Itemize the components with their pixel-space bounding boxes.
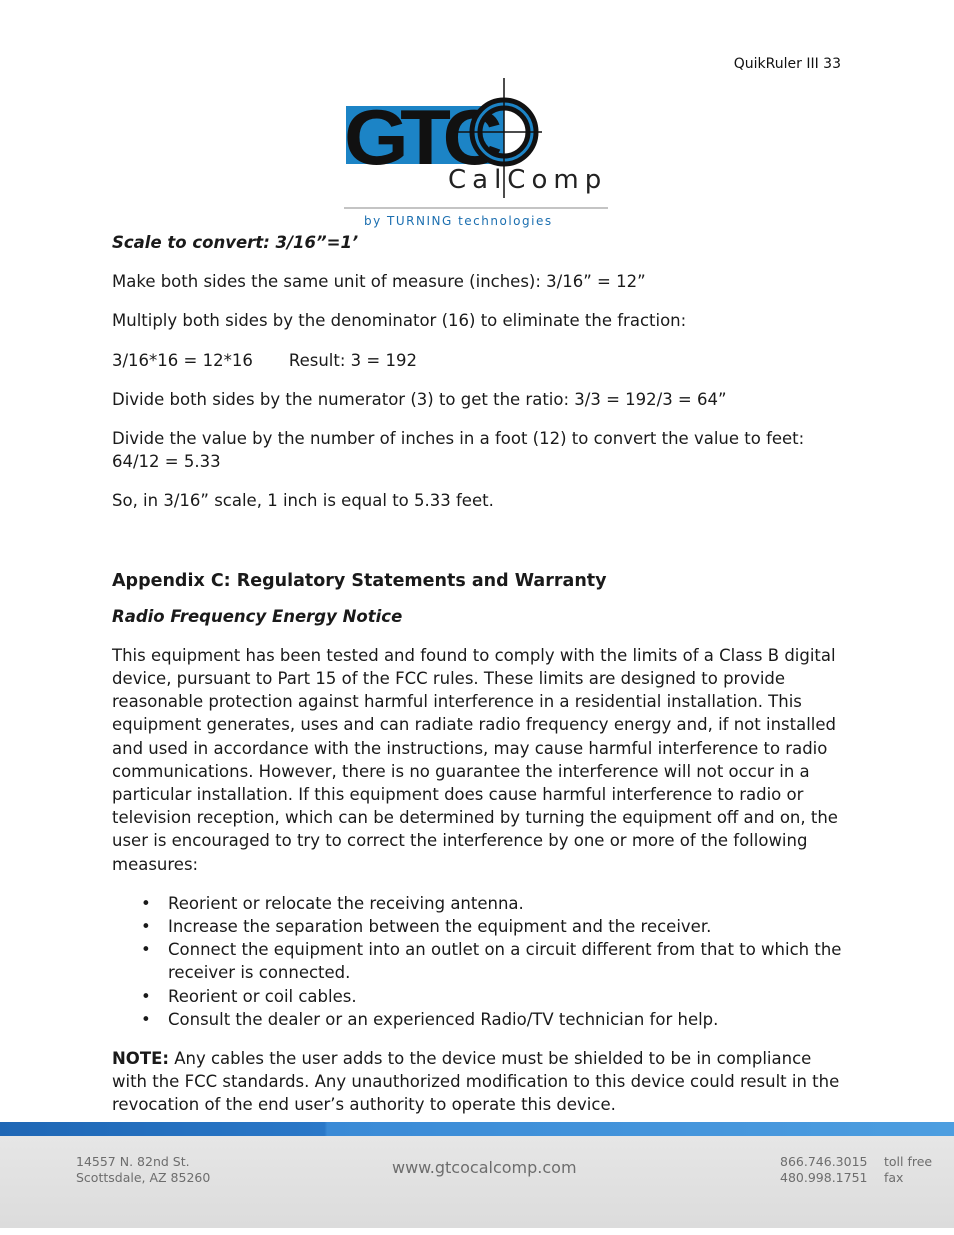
footer-phones [780, 1154, 867, 1186]
list-item: • Reorient or relocate the receiving antenna. [141, 893, 524, 913]
phone-fax: 480.998.1751 [780, 1170, 868, 1185]
footer-address [76, 1154, 210, 1186]
note-label: NOTE: [112, 1049, 169, 1069]
list-item: • Reorient or coil cables. [141, 986, 357, 1006]
scale-step-5: Divide the value by the number of inches in a foot (12) to convert the value to feet: 64/12 = 5.33 [112, 429, 805, 472]
phone-toll-free: 866.746.3015 [780, 1154, 868, 1169]
list-item: • Increase the separation between the equipment and the receiver. [141, 917, 712, 937]
page-footer [0, 1122, 954, 1235]
address-line-2: Scottsdale, AZ 85260 [76, 1170, 211, 1185]
appendix-title: Appendix C: Regulatory Statements and Warranty [112, 570, 607, 591]
appendix-subtitle: Radio Frequency Energy Notice [112, 606, 403, 626]
scale-conclusion: So, in 3/16” scale, 1 inch is equal to 5.33 feet. [112, 491, 494, 511]
scale-step-2: Multiply both sides by the denominator (16) to eliminate the fraction: [112, 311, 687, 331]
footer-phone-labels [884, 1154, 932, 1186]
address-line-1: 14557 N. 82nd St. [76, 1154, 190, 1169]
fax-label: fax [884, 1170, 904, 1185]
scale-step-1: Make both sides the same unit of measure (inches): 3/16” = 12” [112, 272, 646, 292]
gtco-calcomp-logo [344, 78, 614, 230]
page-number-header: QuikRuler III 33 [733, 56, 841, 72]
toll-free-label: toll free [884, 1154, 933, 1169]
list-item: • Connect the equipment into an outlet on a circuit different from that to which the receiver is connected. [141, 940, 842, 983]
scale-equation: 3/16*16 = 12*16 [112, 350, 253, 370]
footer-color-bar [0, 1122, 954, 1136]
scale-result: Result: 3 = 192 [288, 350, 417, 370]
scale-step-3 [112, 349, 842, 372]
list-item: • Consult the dealer or an experienced Radio/TV technician for help. [141, 1009, 719, 1029]
footer-website-link[interactable]: www.gtcocalcomp.com [392, 1158, 577, 1177]
note-paragraph [112, 1047, 842, 1117]
logo-tagline: by TURNING technologies [364, 214, 553, 228]
rf-notice-body: This equipment has been tested and found to comply with the limits of a Class B digital device, pursuant to Part 15 of the FCC rules. These limits are designed to provide reasonable protection against harmful interference in a residential installation. This equipment generates, uses and can radiate radio frequency energy and, if not installed and used in accordance with the instructions, may cause harmful interference to radio communications. However, there is no guarantee the interference will not occur in a particular installation. If this equipment does cause harmful interference to radio or television reception, which can be determined by turning the equipment off and on, the user is encouraged to try to correct the interference by one or more of the following measures: [112, 645, 838, 874]
note-text: Any cables the user adds to the device must be shielded to be in compliance with the FCC standards. Any unauthorized modification to this device could result in the revocation of the end user’s authority to operate this device. [112, 1049, 840, 1115]
document-body [112, 231, 842, 1133]
logo-sub-text: CalComp [448, 165, 608, 195]
measures-list [112, 892, 842, 1031]
svg-text:GTC: GTC [344, 93, 502, 181]
scale-step-4: Divide both sides by the numerator (3) to get the ratio: 3/3 = 192/3 = 64” [112, 389, 727, 409]
scale-heading: Scale to convert: 3/16”=1’ [112, 233, 359, 252]
